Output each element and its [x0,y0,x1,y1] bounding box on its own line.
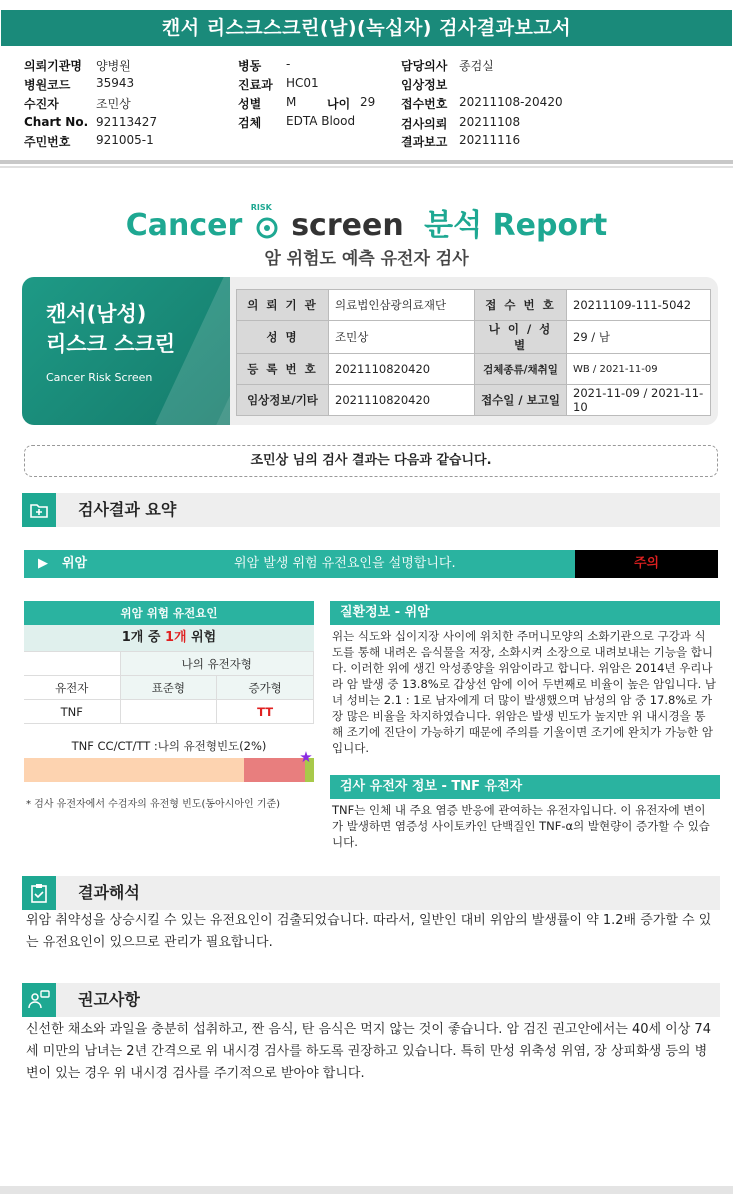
info-value: 20211116 [459,133,521,147]
brand-cancer: Cancer [125,208,243,243]
table-key: 나 이 / 성 별 [475,321,567,354]
info-value: 29 [360,95,376,109]
risk-level: 주의 [575,550,718,578]
table-value: 의료법인삼광의료재단 [329,290,475,321]
info-label: 접수번호 [401,97,448,111]
gene-table-title: 위암 위험 유전요인 [24,601,314,625]
freq-note: * 검사 유전자에서 수검자의 유전형 빈도(동아시아인 기준) [26,799,281,810]
risk-desc: 위암 발생 위험 유전요인을 설명합니다. [234,556,456,571]
info-value: M [286,95,297,109]
patient-info [0,55,733,155]
col-gene: 유전자 [24,676,120,700]
info-label: 임상정보 [401,78,448,92]
table-value: 29 / 남 [567,321,711,354]
play-icon: ▶ [38,556,48,571]
info-value: 20211108 [459,115,521,129]
page-subtitle: 암 위험도 예측 유전자 검사 [264,249,469,269]
interpret-text: 위암 취약성을 상승시킬 수 있는 유전요인이 검출되었습니다. 따라서, 일반인 대비 위암의 발생률이 약 1.2배 증가할 수 있는 유전요인이 있으므로 관리가 필요합니다. [26,913,712,950]
gene-increase: TT [217,700,314,724]
table-value: 조민상 [329,321,475,354]
col-increase: 증가형 [217,676,314,700]
brand-screen: screen [291,208,404,243]
divider [0,166,733,168]
info-label: 결과보고 [401,135,448,149]
banner-subtitle: Cancer Risk Screen [46,371,153,384]
banner-title-2: 리스크 스크린 [46,332,176,356]
advice-title: 권고사항 [78,990,140,1009]
info-label: 병원코드 [24,78,71,92]
info-value: 921005-1 [96,133,154,147]
info-value: 35943 [96,76,135,90]
info-label: 진료과 [238,78,273,92]
card-banner [22,277,230,425]
info-value: 조민상 [96,97,131,111]
report-title: 캔서 리스크스크린(남)(녹십자) 검사결과보고서 [1,10,732,46]
info-value: 92113427 [96,115,158,129]
divider [0,160,733,164]
result-notice: 조민상 님의 검사 결과는 다음과 같습니다. [24,445,718,477]
info-label: 수진자 [24,97,59,111]
info-value: 종검실 [459,59,494,73]
advice-text: 신선한 채소와 과일을 충분히 섭취하고, 짠 음식, 탄 음식은 먹지 않는 것이 좋습니다. 암 검진 권고안에서는 40세 이상 74세 미만의 남녀는 2년 간격으로 위 내시경 검사를 하도록 권장하고 있습니다. 특히 만성 위축성 위염, 장 상피화생 등의 병변이 있는 경우 위 내시경 검사를 주기적으로 받아야 합니다. [26,1022,711,1081]
info-label: Chart No. [24,115,89,129]
consult-icon [22,983,56,1017]
footer-bar [0,1186,733,1194]
gene-table [24,601,314,724]
advice-header [22,983,720,1017]
table-key: 임상정보/기타 [237,385,329,416]
table-key: 접수일 / 보고일 [475,385,567,416]
table-key: 성 명 [237,321,329,354]
genotype-header: 나의 유전자형 [120,652,314,676]
freq-ct-segment [244,758,305,782]
freq-cc-segment [24,758,244,782]
table-value: 2021110820420 [329,385,475,416]
risk-name: 위암 [62,556,88,571]
clipboard-icon [22,876,56,910]
interpret-title: 결과해석 [78,883,140,902]
gene-table-summary: 1개 중 1개 위험 [24,625,314,651]
info-label: 나이 [327,97,351,111]
info-value: 양병원 [96,59,131,73]
gene-normal [120,700,217,724]
info-value: - [286,57,291,71]
freq-label: TNF CC/CT/TT :나의 유전형빈도(2%) [71,739,267,753]
info-label: 검사의뢰 [401,117,448,131]
disease-text: 위는 식도와 십이지장 사이에 위치한 주머니모양의 소화기관으로 구강과 식도를 통해 내려온 음식물을 저장, 소화시켜 소장으로 내려보내는 기능을 합니다. 이러한 위에 생긴 악성종양을 위암이라고 합니다. 위암은 2014년 우리나라 암 발생 중 13.8%로 갑상선 암에 이어 두번째로 비율이 높은 암입니다. 남녀 성비는 2.1 : 1로 남자에게 더 많이 발생했으며 남성의 암 중 17.8%로 가장 많은 비율을 차지하였습니다. 위암은 발생 빈도가 높지만 위 내시경을 통해 조기에 진단이 가능하기 때문에 주의를 기울이면 조기에 완치가 가능한 암입니다. [332,629,716,755]
summary-header [22,493,720,527]
geneinfo-title: 검사 유전자 정보 - TNF 유전자 [330,775,720,799]
disease-title: 질환정보 - 위암 [330,601,720,625]
brand-logo [0,200,733,244]
info-label: 검체 [238,116,262,130]
table-key: 검체종류/채취일 [475,354,567,385]
ribbon-icon [250,202,281,241]
table-key: 의 뢰 기 관 [237,290,329,321]
freq-bar [24,748,314,782]
info-label: 성별 [238,97,262,111]
info-value: HC01 [286,76,319,90]
summary-title: 검사결과 요약 [78,500,177,519]
col-normal: 표준형 [120,676,217,700]
patient-table [236,289,711,416]
info-value: EDTA Blood [286,114,356,128]
star-icon: ★ [299,748,313,766]
info-value: 20211108-20420 [459,95,563,109]
brand-report: 분석 Report [424,208,608,243]
geneinfo-text: TNF는 인체 내 주요 염증 반응에 관여하는 유전자입니다. 이 유전자에 변이가 발생하면 염증성 사이토카인 단백질인 TNF-α의 발현량이 증가할 수 있습니다. [332,803,710,849]
info-label: 주민번호 [24,135,71,149]
brand-risk: RISK [250,202,272,212]
table-value: 2021110820420 [329,354,475,385]
info-label: 병동 [238,59,262,73]
table-value: WB / 2021-11-09 [567,354,711,385]
table-value: 2021-11-09 / 2021-11-10 [567,385,711,416]
table-value: 20211109-111-5042 [567,290,711,321]
table-key: 접 수 번 호 [475,290,567,321]
info-label: 의뢰기관명 [24,59,82,73]
banner-title-1: 캔서(남성) [46,302,147,326]
info-label: 담당의사 [401,59,448,73]
interpret-header [22,876,720,910]
folder-plus-icon [22,493,56,527]
risk-bar [24,550,718,578]
table-key: 등 록 번 호 [237,354,329,385]
gene-name: TNF [24,700,120,724]
